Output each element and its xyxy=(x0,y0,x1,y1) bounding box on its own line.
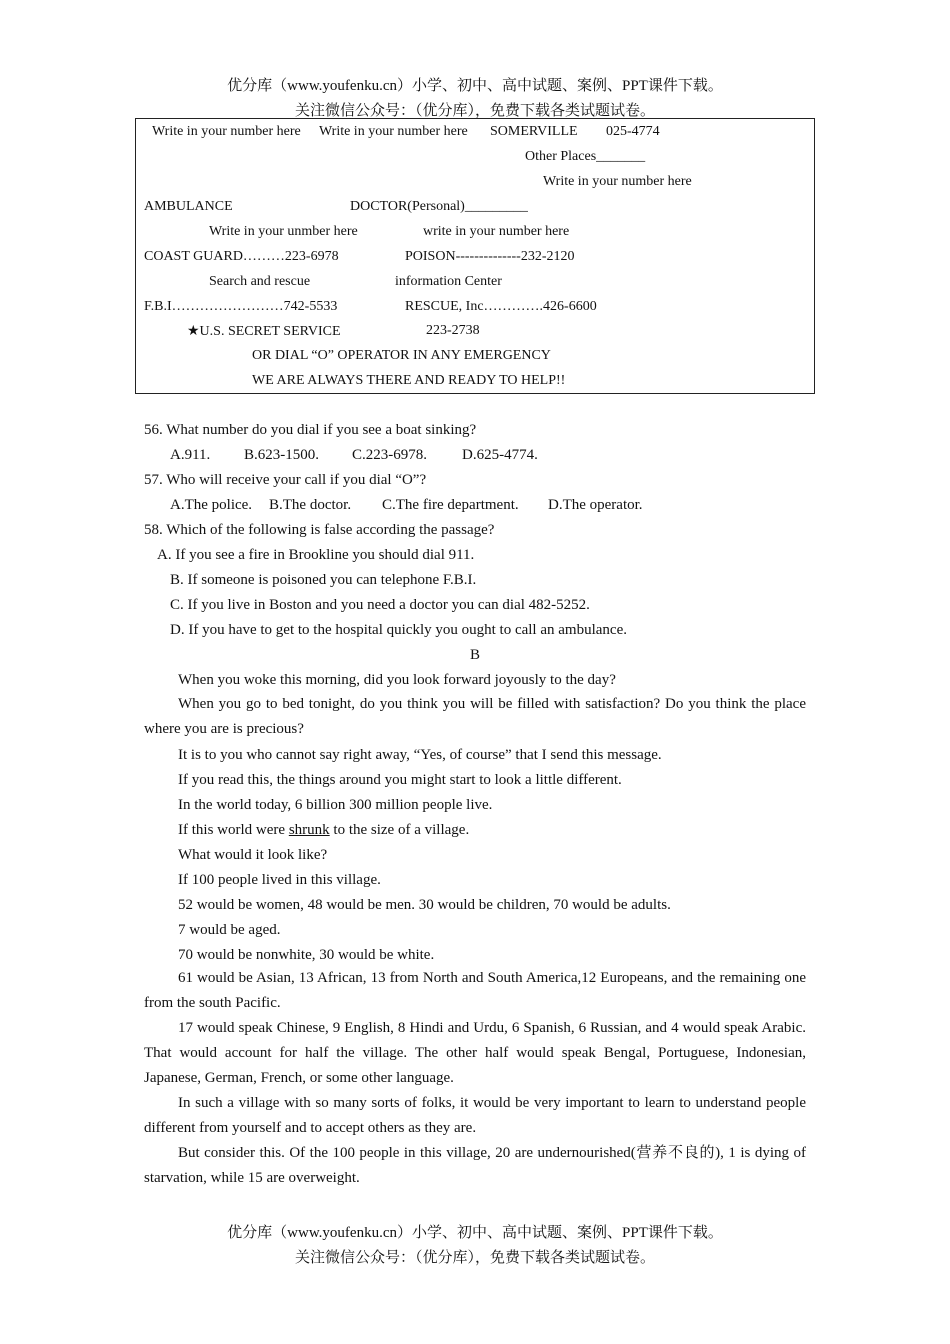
directory-poison: POISON--------------232-2120 xyxy=(405,249,575,264)
underlined-word-shrunk: shrunk xyxy=(288,822,330,838)
question-58: 58. Which of the following is false according the passage? xyxy=(144,522,495,538)
directory-fbi: F.B.I……………………742-5533 xyxy=(144,299,338,314)
passage-paragraph: 52 would be women, 48 would be men. 30 would be children, 70 would be adults. xyxy=(178,897,671,913)
directory-dial-o: OR DIAL “O” OPERATOR IN ANY EMERGENCY xyxy=(252,348,551,363)
directory-doctor: DOCTOR(Personal)_________ xyxy=(350,199,528,214)
directory-write-prompt: Write in your number here xyxy=(319,124,468,139)
passage-paragraph: 61 would be Asian, 13 African, 13 from North and South America,12 Europeans, and the remaining one from the south Pacific. xyxy=(144,970,806,1011)
q56-option-a: A.911. xyxy=(170,447,211,463)
q58-option-d: D. If you have to get to the hospital quickly you ought to call an ambulance. xyxy=(170,622,627,638)
directory-somerville-number: 025-4774 xyxy=(606,124,660,139)
question-56: 56. What number do you dial if you see a boat sinking? xyxy=(144,422,477,438)
passage-paragraph xyxy=(178,822,469,839)
passage-paragraph: When you go to bed tonight, do you think you will be filled with satisfaction? Do you think the place where you are is precious? xyxy=(144,696,806,737)
directory-write-prompt: Write in your number here xyxy=(543,174,692,189)
directory-write-prompt: Write in your number here xyxy=(152,124,301,139)
q58-option-c: C. If you live in Boston and you need a doctor you can dial 482-5252. xyxy=(170,597,590,613)
directory-coast-guard: COAST GUARD………223-6978 xyxy=(144,249,339,264)
passage-paragraph: When you woke this morning, did you look forward joyously to the day? xyxy=(178,672,616,688)
q57-option-a: A.The police. xyxy=(170,497,253,513)
emergency-directory-box xyxy=(135,118,815,394)
passage-text: If this world were xyxy=(178,822,289,838)
directory-somerville: SOMERVILLE xyxy=(490,124,578,139)
footer-line-2: 关注微信公众号：（优分库），免费下载各类试题试卷。 xyxy=(294,1250,655,1266)
q56-option-d: D.625-4774. xyxy=(462,447,538,463)
passage-text: to the size of a village. xyxy=(329,822,470,838)
directory-secret-service-number: 223-2738 xyxy=(426,323,480,338)
passage-paragraph: 70 would be nonwhite, 30 would be white. xyxy=(178,947,435,963)
question-57: 57. Who will receive your call if you dial “O”? xyxy=(144,472,427,488)
passage-paragraph: If 100 people lived in this village. xyxy=(178,872,381,888)
q56-option-b: B.623-1500. xyxy=(244,447,319,463)
directory-search-rescue: Search and rescue xyxy=(209,274,311,289)
directory-always-ready: WE ARE ALWAYS THERE AND READY TO HELP!! xyxy=(252,373,566,388)
passage-paragraph: It is to you who cannot say right away, “Yes, of course” that I send this message. xyxy=(178,747,662,763)
directory-secret-service: ★U.S. SECRET SERVICE xyxy=(187,324,341,339)
q57-option-d: D.The operator. xyxy=(548,497,643,513)
directory-other-places: Other Places_______ xyxy=(525,149,646,164)
passage-paragraph: If you read this, the things around you might start to look a little different. xyxy=(178,772,622,788)
header-line-2: 关注微信公众号：（优分库），免费下载各类试题试卷。 xyxy=(294,103,655,119)
footer-line-1: 优分库（www.youfenku.cn）小学、初中、高中试题、案例、PPT课件下载。 xyxy=(227,1225,723,1241)
passage-paragraph: But consider this. Of the 100 people in this village, 20 are undernourished(营养不良的), 1 is dying of starvation, while 15 are overweight. xyxy=(144,1145,806,1186)
directory-rescue-inc: RESCUE, Inc………….426-6600 xyxy=(405,299,597,314)
q56-option-c: C.223-6978. xyxy=(352,447,427,463)
passage-heading: B xyxy=(469,647,480,663)
q58-option-a: A. If you see a fire in Brookline you should dial 911. xyxy=(157,547,475,563)
passage-paragraph: In the world today, 6 billion 300 million people live. xyxy=(178,797,493,813)
q57-option-b: B.The doctor. xyxy=(269,497,352,513)
directory-ambulance: AMBULANCE xyxy=(144,199,233,214)
directory-info-center: information Center xyxy=(395,274,502,289)
passage-paragraph: What would it look like? xyxy=(178,847,328,863)
q58-option-b: B. If someone is poisoned you can telephone F.B.I. xyxy=(170,572,477,588)
passage-paragraph: 7 would be aged. xyxy=(178,922,281,938)
passage-paragraph: In such a village with so many sorts of folks, it would be very important to learn to understand people different from yourself and to accept others as they are. xyxy=(144,1095,806,1136)
directory-write-prompt: write in your number here xyxy=(423,224,570,239)
passage-paragraph: 17 would speak Chinese, 9 English, 8 Hindi and Urdu, 6 Spanish, 6 Russian, and 4 would speak Arabic. That would account for half the village. The other half would speak Bengal, Portuguese, Indonesian, Japanese, German, French, or some other language. xyxy=(144,1020,806,1086)
header-line-1: 优分库（www.youfenku.cn）小学、初中、高中试题、案例、PPT课件下载。 xyxy=(227,78,723,94)
directory-write-prompt: Write in your unmber here xyxy=(209,224,358,239)
q57-option-c: C.The fire department. xyxy=(382,497,519,513)
